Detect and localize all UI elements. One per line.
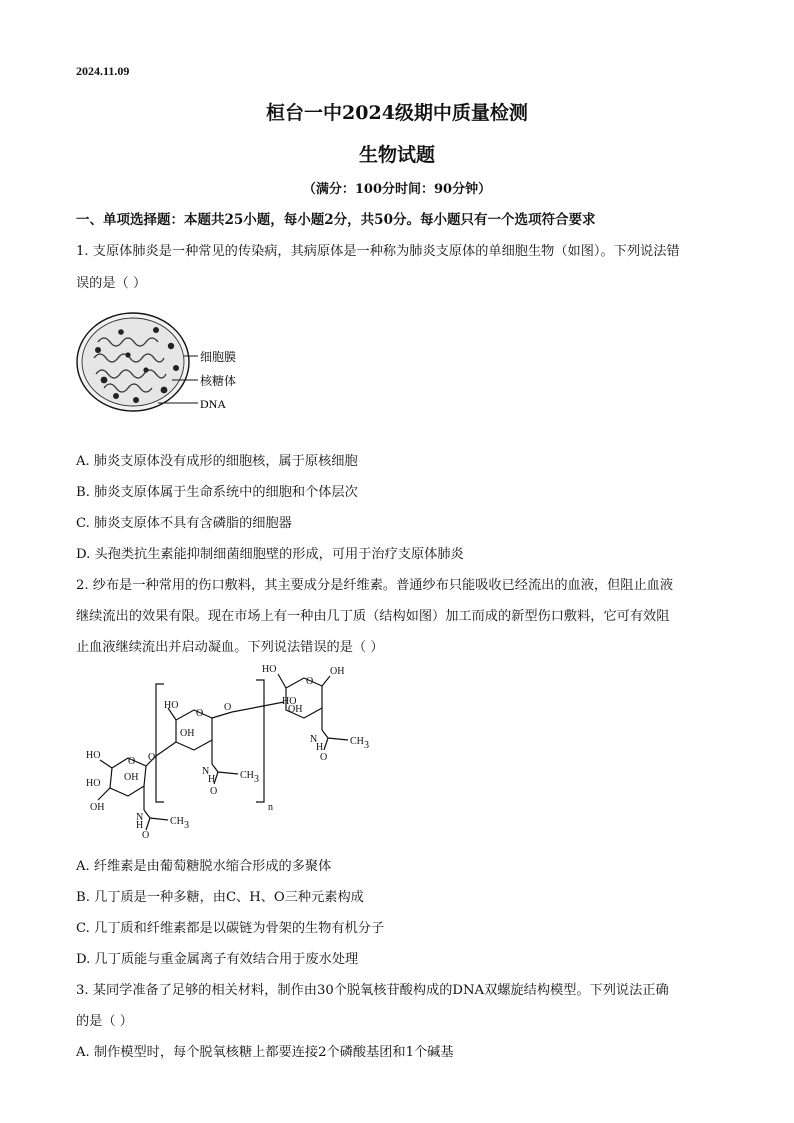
exam-title: 桓台一中2024级期中质量检测 <box>266 102 528 124</box>
q1-option-b: B. 肺炎支原体属于生命系统中的细胞和个体层次 <box>76 485 358 500</box>
label-o-5: O <box>224 702 232 713</box>
label-ho-1: HO <box>86 750 101 761</box>
label-ho-3: HO <box>164 700 179 711</box>
exam-date: 2024.11.09 <box>76 64 130 78</box>
label-o-1: O <box>128 756 136 767</box>
label-o-6: O <box>210 786 218 797</box>
label-o-8: O <box>320 752 328 763</box>
label-ch-2: CH <box>240 770 254 781</box>
label-3-1: 3 <box>184 820 189 831</box>
label-ho-2: HO <box>86 778 101 789</box>
label-dna: DNA <box>200 397 226 411</box>
chitin-structure-figure <box>84 660 384 840</box>
q1-option-d: D. 头孢类抗生素能抑制细菌细胞壁的形成，可用于治疗支原体肺炎 <box>76 547 464 562</box>
label-ch-1: CH <box>170 816 184 827</box>
q1-stem-line-2: 误的是（ ） <box>76 276 147 291</box>
q2-stem-line-3: 止血液继续流出并启动凝血。下列说法错误的是（ ） <box>76 640 384 655</box>
label-n-2: N <box>202 766 210 777</box>
q3-stem-line-2: 的是（ ） <box>76 1014 133 1029</box>
label-oh-1: OH <box>90 802 105 813</box>
label-oh-2: OH <box>124 772 139 783</box>
label-o-2: O <box>148 752 156 763</box>
label-n-subscript: n <box>268 802 273 813</box>
label-oh-5: OH <box>330 666 345 677</box>
q3-option-a: A. 制作模型时，每个脱氧核糖上都要连接2个磷酸基团和1个碱基 <box>76 1045 454 1060</box>
q2-stem-line-2: 继续流出的效果有限。现在市场上有一种由几丁质（结构如图）加工而成的新型伤口敷料，它可有效阻 <box>76 609 670 624</box>
q3-stem-line-1: 3. 某同学准备了足够的相关材料，制作由30个脱氧核苷酸构成的DNA双螺旋结构模型。下列说法正确 <box>76 983 669 998</box>
mycoplasma-figure <box>76 310 276 420</box>
q1-option-a: A. 肺炎支原体没有成形的细胞核，属于原核细胞 <box>76 454 358 469</box>
q1-option-c: C. 肺炎支原体不具有含磷脂的细胞器 <box>76 516 292 531</box>
label-o-7: O <box>306 676 314 687</box>
label-h-3: H <box>316 742 324 753</box>
label-ho-5: HO <box>282 696 297 707</box>
q2-option-a: A. 纤维素是由葡萄糖脱水缩合形成的多聚体 <box>76 859 332 874</box>
q2-stem-line-1: 2. 纱布是一种常用的伤口敷料，其主要成分是纤维素。普通纱布只能吸收已经流出的血液，但阻止血液 <box>76 578 674 593</box>
label-o-3: O <box>142 830 150 840</box>
q1-stem-line-1: 1. 支原体肺炎是一种常见的传染病，其病原体是一种称为肺炎支原体的单细胞生物（如图）。下列说法错 <box>76 244 680 259</box>
label-h-1: H <box>136 820 144 831</box>
q2-option-d: D. 几丁质能与重金属离子有效结合用于废水处理 <box>76 952 359 967</box>
label-ho-4: HO <box>262 664 277 675</box>
label-3-3: 3 <box>364 740 369 751</box>
label-o-4: O <box>196 708 204 719</box>
section-heading: 一、单项选择题：本题共25小题，每小题2分，共50分。每小题只有一个选项符合要求 <box>76 212 596 228</box>
label-h-2: H <box>208 774 216 785</box>
label-ch-3: CH <box>350 736 364 747</box>
label-3-2: 3 <box>254 774 259 785</box>
label-n-3: N <box>310 734 318 745</box>
q2-option-b: B. 几丁质是一种多糖，由C、H、O三种元素构成 <box>76 890 364 905</box>
subject-title: 生物试题 <box>358 144 435 166</box>
label-oh-3: OH <box>180 728 195 739</box>
label-n-1: N <box>136 812 144 823</box>
label-oh-4: OH <box>288 704 303 715</box>
exam-subtitle: （满分：100分时间：90分钟） <box>302 182 492 197</box>
q2-option-c: C. 几丁质和纤维素都是以碳链为骨架的生物有机分子 <box>76 921 385 936</box>
label-ribosome: 核糖体 <box>200 374 237 388</box>
label-cell-membrane: 细胞膜 <box>200 350 237 364</box>
